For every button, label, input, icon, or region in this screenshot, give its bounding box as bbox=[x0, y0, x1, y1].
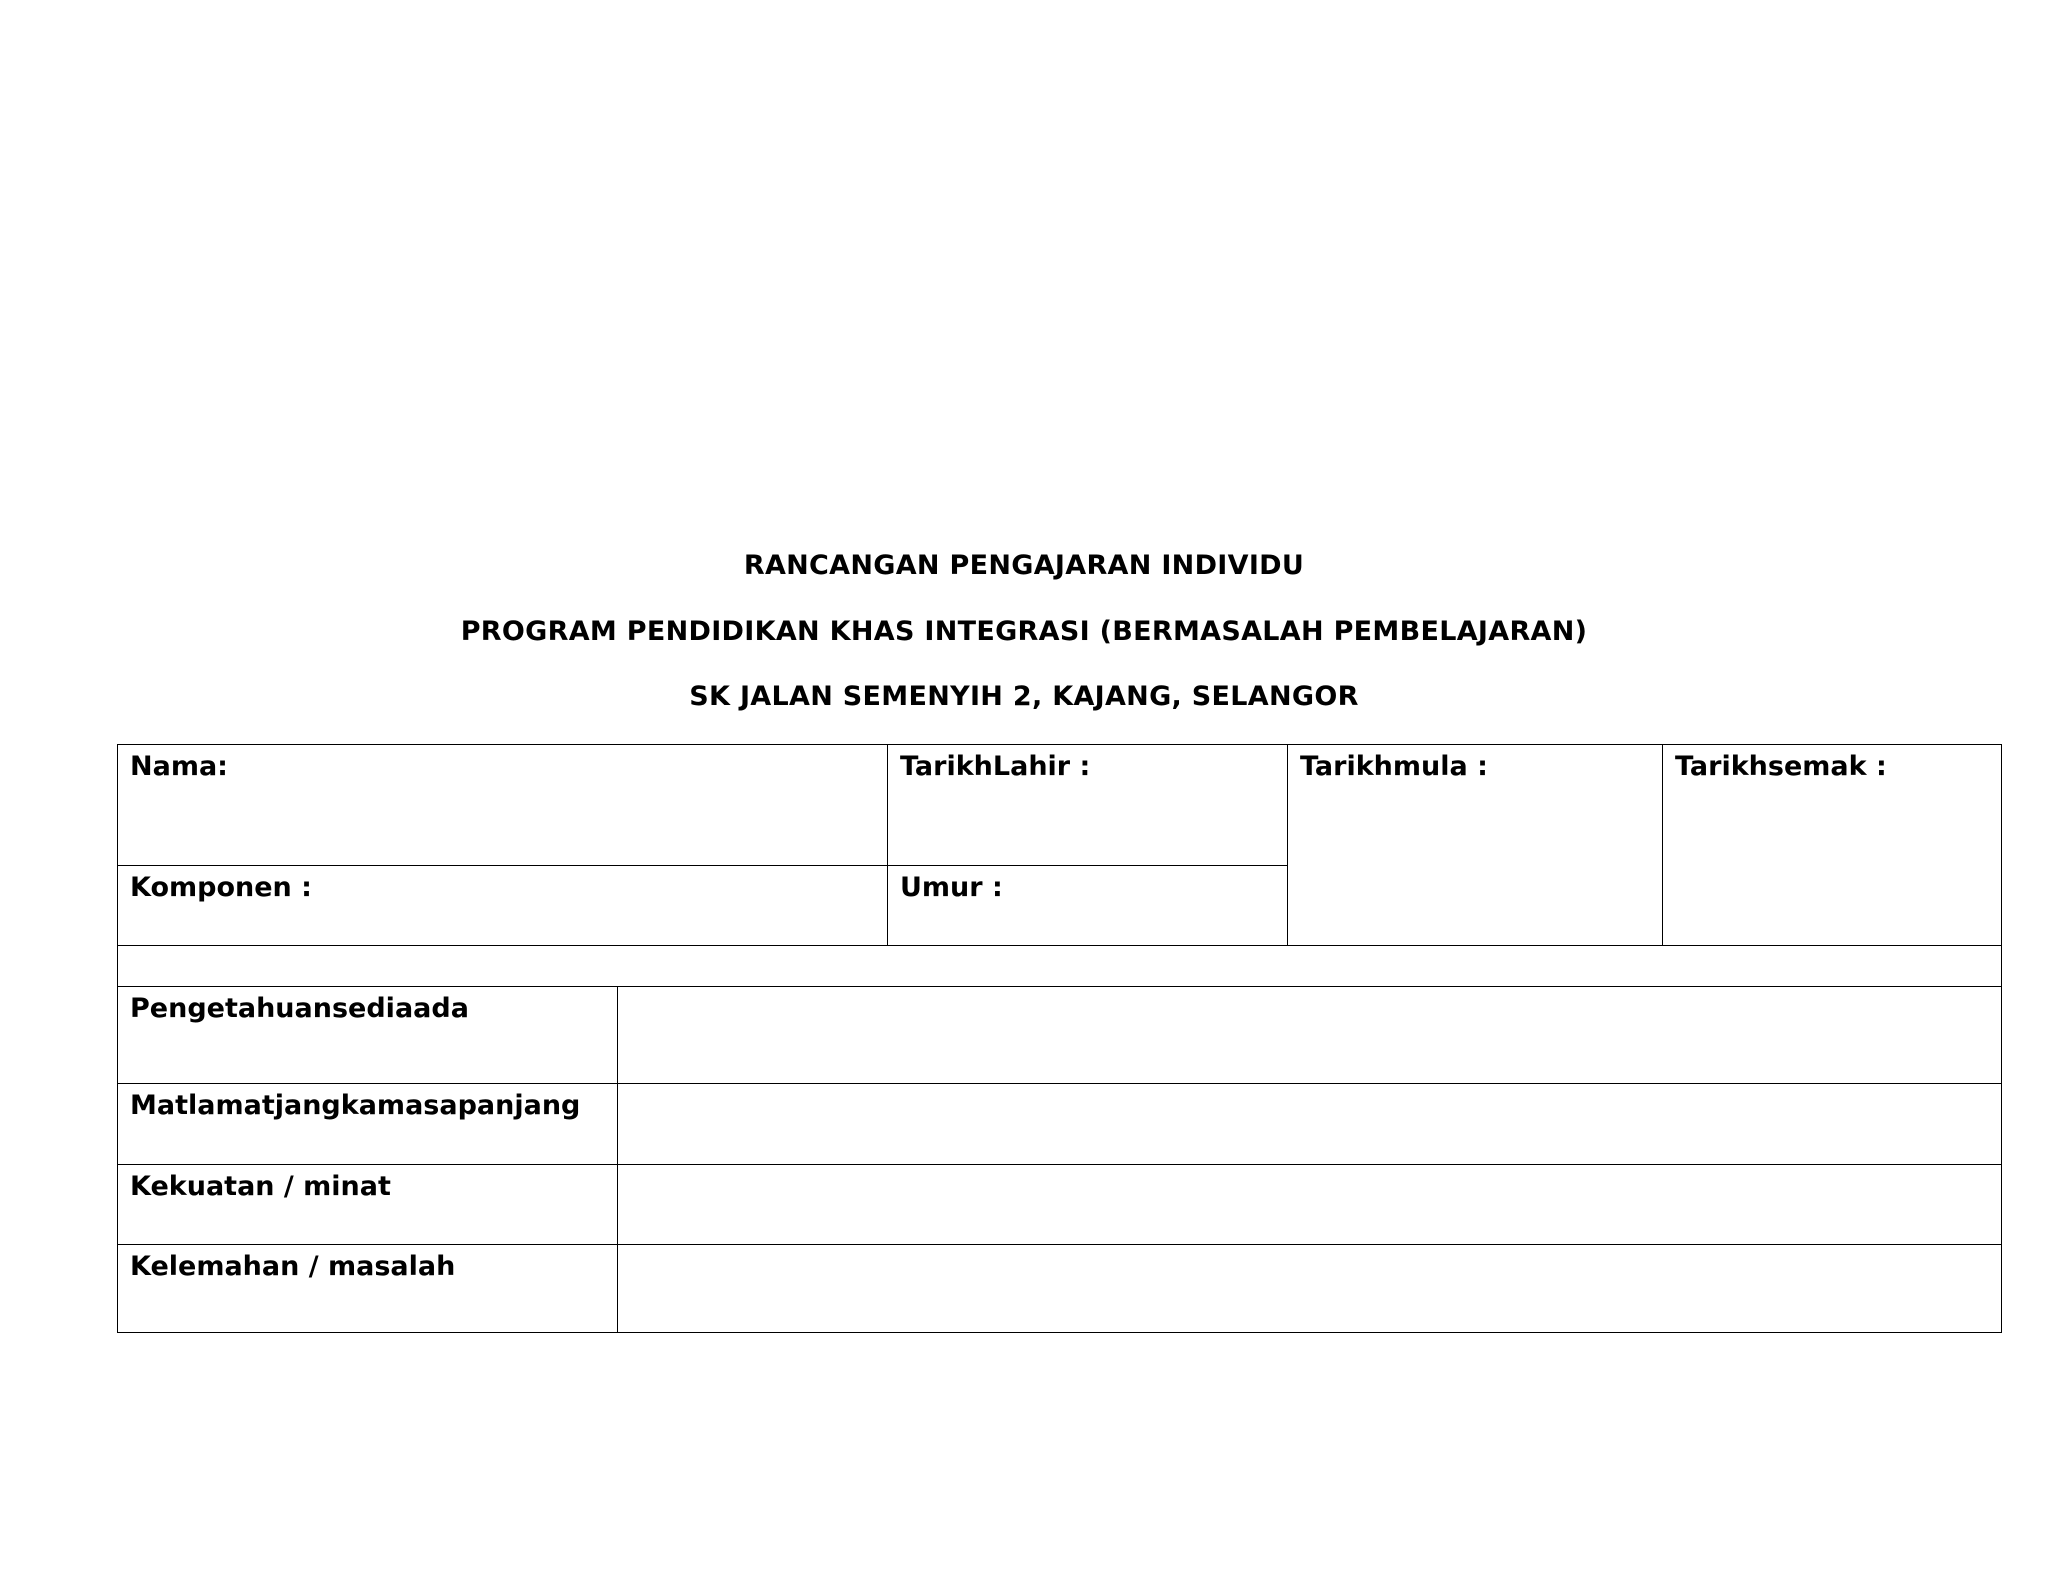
program-title: PROGRAM PENDIDIKAN KHAS INTEGRASI (BERMASALAH PEMBELAJARAN) bbox=[460, 616, 1588, 647]
nama-label: Nama: bbox=[130, 751, 228, 782]
kelemahan-label-cell bbox=[118, 1245, 618, 1333]
table-row bbox=[118, 745, 2002, 866]
kekuatan-label: Kekuatan / minat bbox=[130, 1171, 391, 1202]
tarikh-semak-label: Tarikhsemak : bbox=[1675, 751, 1887, 782]
komponen-field[interactable] bbox=[118, 866, 888, 946]
tarikh-lahir-label: TarikhLahir : bbox=[900, 751, 1091, 782]
matlamat-label-cell bbox=[118, 1084, 618, 1165]
table-row bbox=[118, 987, 2002, 1084]
tarikh-mula-field[interactable] bbox=[1288, 745, 1663, 946]
kelemahan-label: Kelemahan / masalah bbox=[130, 1251, 456, 1282]
pengetahuan-label: Pengetahuansediaada bbox=[130, 993, 469, 1024]
student-info-table bbox=[117, 744, 2002, 1333]
tarikh-lahir-field[interactable] bbox=[888, 745, 1288, 866]
kekuatan-input-cell[interactable] bbox=[618, 1165, 2002, 1245]
pengetahuan-input-cell[interactable] bbox=[618, 987, 2002, 1084]
tarikh-semak-field[interactable] bbox=[1663, 745, 2002, 946]
matlamat-input-cell[interactable] bbox=[618, 1084, 2002, 1165]
table-row bbox=[118, 1084, 2002, 1165]
nama-field[interactable] bbox=[118, 745, 888, 866]
table-row bbox=[118, 1245, 2002, 1333]
matlamat-label: Matlamatjangkamasapanjang bbox=[130, 1090, 581, 1121]
spacer-row-cell bbox=[118, 946, 2002, 987]
school-title: SK JALAN SEMENYIH 2, KAJANG, SELANGOR bbox=[689, 681, 1359, 712]
komponen-label: Komponen : bbox=[130, 872, 312, 903]
pengetahuan-label-cell bbox=[118, 987, 618, 1084]
kekuatan-label-cell bbox=[118, 1165, 618, 1245]
tarikh-mula-label: Tarikhmula : bbox=[1300, 751, 1488, 782]
kelemahan-input-cell[interactable] bbox=[618, 1245, 2002, 1333]
umur-label: Umur : bbox=[900, 872, 1003, 903]
table-row bbox=[118, 946, 2002, 987]
table-row bbox=[118, 1165, 2002, 1245]
document-title: RANCANGAN PENGAJARAN INDIVIDU bbox=[743, 550, 1305, 581]
umur-field[interactable] bbox=[888, 866, 1288, 946]
